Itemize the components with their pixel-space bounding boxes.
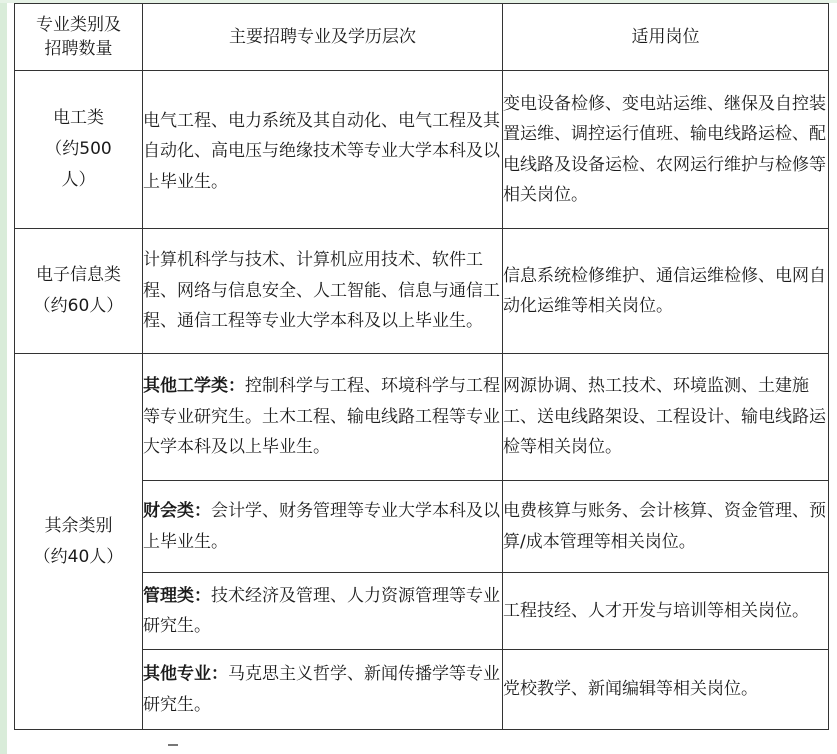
category-line: （约60人）	[33, 296, 124, 316]
page-fragment-mark	[168, 744, 178, 752]
header-category-count	[15, 4, 143, 71]
major-cell	[143, 354, 503, 481]
table-header-row	[15, 4, 829, 71]
major-text: 控制科学与工程、环境科学与工程等专业研究生。土木工程、输电线路工程等专业大学本科及以上毕业生。	[143, 376, 500, 458]
page-edge-left	[0, 0, 7, 754]
major-cell	[143, 573, 503, 650]
table-row	[15, 354, 829, 481]
header-line: 专业类别及	[36, 15, 121, 35]
category-line: 电子信息类	[36, 265, 121, 285]
header-major-education: 主要招聘专业及学历层次	[143, 4, 503, 71]
major-label: 其他工学类：	[143, 376, 245, 397]
header-positions: 适用岗位	[503, 4, 829, 71]
positions-cell: 信息系统检修维护、通信运维检修、电网自动化运维等相关岗位。	[503, 229, 829, 354]
header-line: 招聘数量	[44, 39, 113, 59]
positions-cell: 工程技经、人才开发与培训等相关岗位。	[503, 573, 829, 650]
category-line: （约40人）	[33, 546, 124, 567]
positions-cell: 变电设备检修、变电站运维、继保及自控装置运维、调控运行值班、输电线路运检、配电线路及设备运检、农网运行维护与检修等相关岗位。	[503, 71, 829, 229]
major-cell	[143, 71, 503, 229]
major-text: 计算机科学与技术、计算机应用技术、软件工程、网络与信息安全、人工智能、信息与通信工程、通信工程等专业大学本科及以上毕业生。	[143, 250, 500, 332]
major-text: 马克思主义哲学、新闻传播学等专业研究生。	[143, 664, 500, 715]
major-label: 财会类：	[143, 501, 211, 521]
category-cell	[15, 229, 143, 354]
table-row	[15, 229, 829, 354]
positions-cell: 党校教学、新闻编辑等相关岗位。	[503, 650, 829, 730]
major-label: 管理类：	[143, 585, 211, 606]
positions-cell: 网源协调、热工技术、环境监测、土建施工、送电线路架设、工程设计、输电线路运检等相关岗位。	[503, 354, 829, 481]
recruitment-table	[14, 3, 829, 730]
category-line: 其余类别	[44, 515, 113, 536]
major-cell	[143, 650, 503, 730]
major-text: 电气工程、电力系统及其自动化、电气工程及其自动化、高电压与绝缘技术等专业大学本科及以上毕业生。	[143, 110, 500, 192]
category-line: （约500	[45, 139, 112, 159]
positions-cell: 电费核算与账务、会计核算、资金管理、预算/成本管理等相关岗位。	[503, 481, 829, 573]
category-cell	[15, 71, 143, 229]
category-line: 人）	[61, 170, 96, 190]
major-text: 会计学、财务管理等专业大学本科及以上毕业生。	[143, 501, 500, 552]
category-line: 电工类	[53, 108, 104, 128]
major-cell	[143, 229, 503, 354]
table-row	[15, 71, 829, 229]
major-text: 技术经济及管理、人力资源管理等专业研究生。	[143, 585, 500, 636]
major-label: 其他专业：	[143, 664, 228, 684]
major-cell	[143, 481, 503, 573]
category-cell	[15, 354, 143, 730]
